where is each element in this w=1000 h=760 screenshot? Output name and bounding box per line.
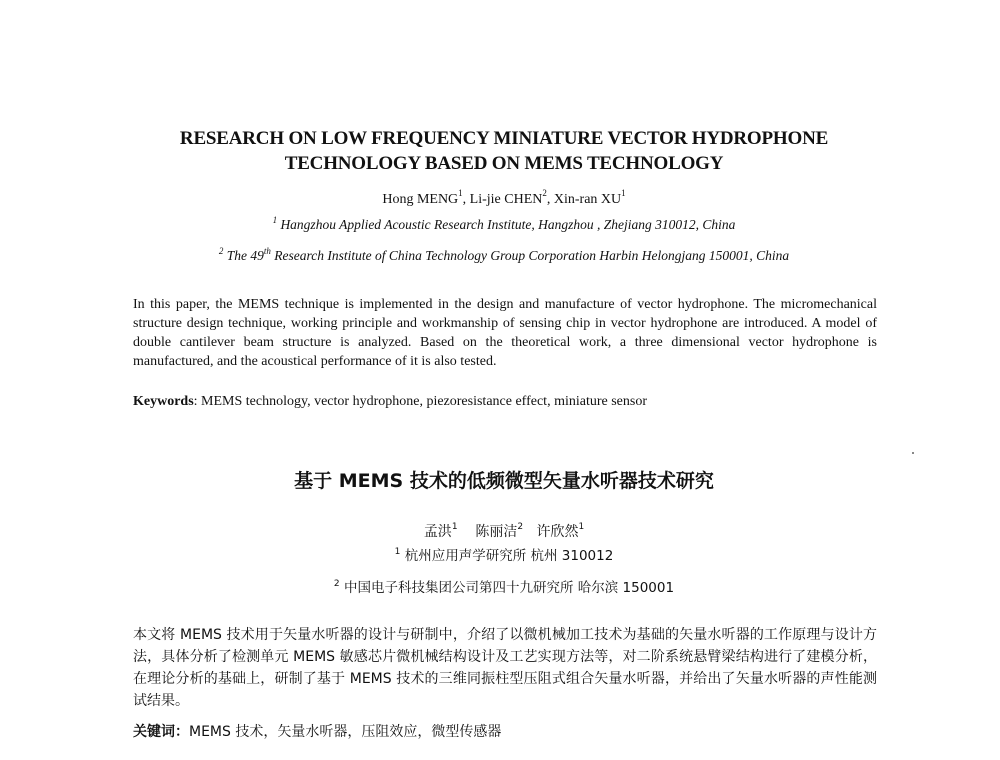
chinese-title: 基于 MEMS 技术的低频微型矢量水听器技术研究 xyxy=(294,470,714,492)
chinese-keywords xyxy=(133,721,877,741)
ordinal-suffix: th xyxy=(263,245,271,256)
keywords-text: : MEMS technology, vector hydrophone, piezoresistance effect, miniature sensor xyxy=(193,394,647,409)
author-name: Xin-ran XU xyxy=(553,192,622,207)
author-mark: 1 xyxy=(451,522,458,533)
chinese-affiliation-1 xyxy=(130,544,878,564)
author-mark: 1 xyxy=(621,188,626,199)
author-mark: 2 xyxy=(517,522,524,533)
stray-mark xyxy=(912,452,914,454)
author-name: 陈丽洁 xyxy=(475,524,518,540)
chinese-authors xyxy=(130,521,878,541)
keywords-label: Keywords xyxy=(133,394,194,409)
english-keywords xyxy=(133,394,877,410)
affiliation-mark: 2 xyxy=(218,245,224,256)
affiliation-mark: 1 xyxy=(272,214,278,225)
keywords-label: 关键词： xyxy=(133,724,189,740)
chinese-abstract: 本文将 MEMS 技术用于矢量水听器的设计与研制中，介绍了以微机械加工技术为基础的矢量水听器的工作原理与设计方法，具体分析了检测单元 MEMS 敏感芯片微机械结构设计及工艺实现方法等，对二阶系统悬臂梁结构进行了建模分析，在理论分析的基础上，研制了基于 MEMS 技术的三维同振柱型压阻式组合矢量水听器，并给出了矢量水听器的声性能测试结果。 xyxy=(133,627,877,709)
author-mark: 1 xyxy=(578,522,585,533)
english-title-line-2: TECHNOLOGY BASED ON MEMS TECHNOLOGY xyxy=(284,153,724,174)
author-name: Hong MENG xyxy=(382,192,459,207)
author-separator: , xyxy=(546,192,554,207)
english-title-line-1: RESEARCH ON LOW FREQUENCY MINIATURE VECTOR HYDROPHONE xyxy=(179,128,829,149)
chinese-affiliation-2 xyxy=(130,576,878,596)
english-title xyxy=(130,126,878,176)
affiliation-text: 中国电子科技集团公司第四十九研究所 哈尔滨 150001 xyxy=(343,580,675,596)
author-mark: 1 xyxy=(458,188,463,199)
author-separator: , xyxy=(462,192,470,207)
english-affiliation-1 xyxy=(130,214,878,233)
english-abstract: In this paper, the MEMS technique is implemented in the design and manufacture of vector hydrophone. The micromechanical structure design technique, working principle and workmanship of sensing chip in vector hydrophone are introduced. A model of double cantilever beam structure is analyzed. Based on the theoretical work, a three dimensional vector hydrophone is manufactured, and the acoustical performance of it is also tested. xyxy=(133,297,877,369)
affiliation-text-start: The 49 xyxy=(226,248,264,263)
author-name: 许欣然 xyxy=(536,524,579,540)
author-mark: 2 xyxy=(542,188,547,199)
affiliation-text-end: Research Institute of China Technology Group Corporation Harbin Helongjang 150001, China xyxy=(270,248,790,263)
affiliation-text: Hangzhou Applied Acoustic Research Institute, Hangzhou , Zhejiang 310012, China xyxy=(280,217,736,232)
affiliation-mark: 2 xyxy=(333,578,340,589)
affiliation-mark: 1 xyxy=(394,546,401,557)
author-name: Li-jie CHEN xyxy=(469,192,543,207)
affiliation-text: 杭州应用声学研究所 杭州 310012 xyxy=(404,548,614,564)
english-authors xyxy=(130,188,878,208)
keywords-text: MEMS 技术，矢量水听器，压阻效应，微型传感器 xyxy=(189,724,502,740)
author-name: 孟洪 xyxy=(423,524,452,540)
english-affiliation-2 xyxy=(130,245,878,264)
